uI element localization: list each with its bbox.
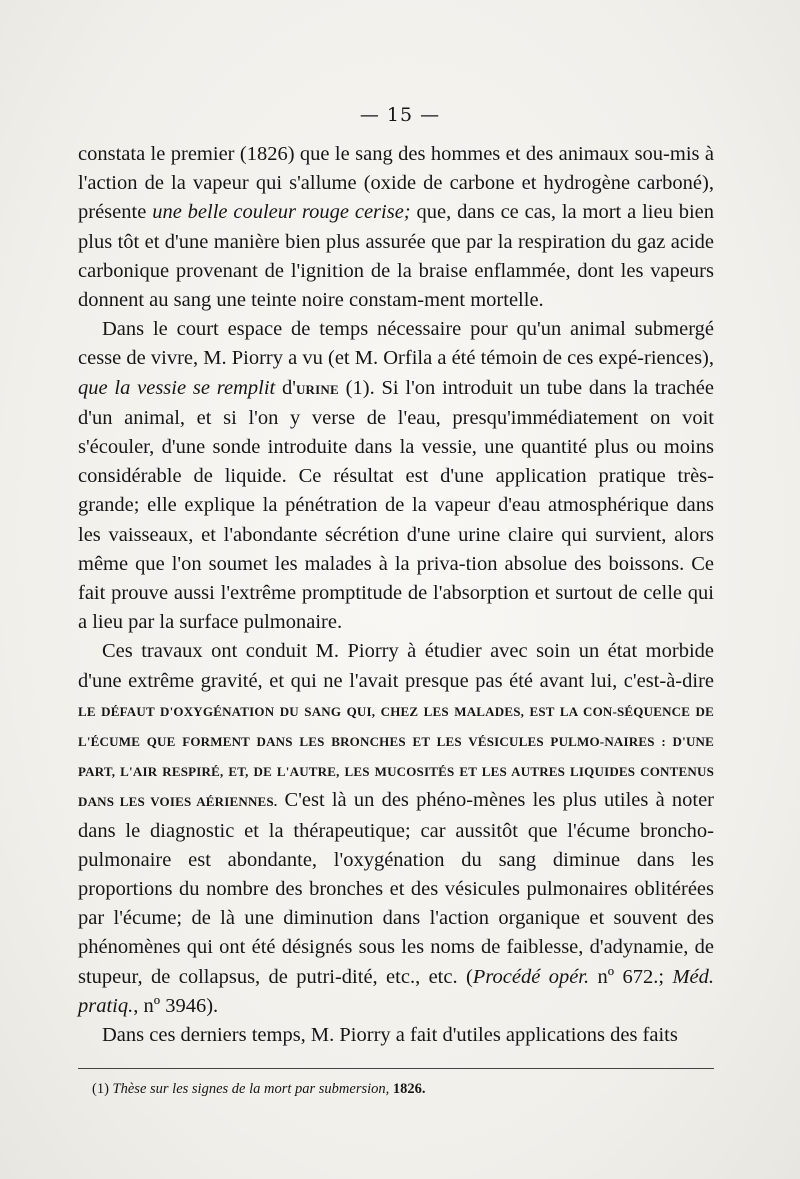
text-run: constata le premier (1826) que le sang des hommes et des animaux sou-mis à l'action de la vapeur qui s'allume (oxide de carbone et hydrogène carboné), présente xyxy=(78,143,714,224)
text-run: Procédé opér. xyxy=(472,965,590,988)
page-number: — 15 — xyxy=(359,104,441,126)
footnote-text: Thèse sur les signes de la mort par submersion, xyxy=(112,1081,390,1097)
paragraph-4 xyxy=(78,1021,714,1050)
paragraph-1 xyxy=(78,140,714,315)
text-run: une belle couleur rouge cerise; xyxy=(152,201,411,224)
text-run: nº 672.; xyxy=(589,965,673,988)
text-run: URINE xyxy=(295,381,339,397)
text-run: Ces travaux ont conduit M. Piorry à étudier avec soin un état morbide d'une extrême gravité, et qui ne l'avait presque pas été avant lui, c'est-à-dire xyxy=(78,640,714,692)
body-text xyxy=(78,140,714,1050)
text-run: que la vessie se remplit xyxy=(78,376,276,399)
text-run: Dans le court espace de temps nécessaire pour qu'un animal submergé cesse de vivre, M. Piorry a vu (et M. Orfila a été témoin de ces expé-riences), xyxy=(78,318,714,370)
footnote-marker: (1) xyxy=(92,1081,109,1097)
text-run: C'est là un des phéno-mènes les plus utiles à noter dans le diagnostic et la thérapeutique; car aussitôt que l'écume broncho-pulmonaire est abondante, l'oxygénation du sang diminue dans les proportions du nombre des bronches et des vésicules pulmonaires oblitérées par l'écume; de là une diminution dans l'action organique et souvent des phénomènes qui ont été désignés sous les noms de faiblesse, d'adynamie, de stupeur, de collapsus, de putri-dité, etc., etc. ( xyxy=(78,789,714,988)
footnote-year: 1826. xyxy=(392,1081,426,1097)
paragraph-3 xyxy=(78,637,714,1021)
text-run: d' xyxy=(275,376,296,399)
text-run: Dans ces derniers temps, M. Piorry a fait d'utiles applications des faits xyxy=(102,1024,678,1047)
text-run: Méd. pratiq. xyxy=(78,965,715,1017)
text-run: , nº 3946). xyxy=(133,994,219,1017)
footnote-rule xyxy=(78,1068,714,1069)
paragraph-2 xyxy=(78,315,714,637)
footnote xyxy=(92,1080,712,1098)
text-run: (1). Si l'on introduit un tube dans la trachée d'un animal, et si l'on y verse de l'eau, presqu'immédiatement on voit s'écouler, d'une sonde introduite dans la vessie, une quantité plus ou moins considérable de liquide. Ce résultat est d'une application pratique très-grande; elle explique la pénétration de la vapeur d'eau atmosphérique dans les vaisseaux, et l'abondante sécrétion d'une urine claire qui survient, alors même que l'on soumet les malades à la priva-tion absolue des boissons. Ce fait prouve aussi l'extrême promptitude de l'absorption et surtout de celle qui a lieu par la surface pulmonaire. xyxy=(78,376,714,634)
text-run: LE DÉFAUT D'OXYGÉNATION DU SANG QUI, CHEZ LES MALADES, EST LA CON-SÉQUENCE DE L'ÉCUME QUE FORMENT DANS LES BRONCHES ET LES VÉSICULES PULMO-NAIRES : D'UNE PART, L'AIR RESPIRÉ, ET, DE L'AUTRE, LES MUCOSITÉS ET LES AUTRES LIQUIDES CONTENUS DANS LES VOIES AÉRIENNES. xyxy=(78,703,714,810)
text-run: que, dans ce cas, la mort a lieu bien plus tôt et d'une manière bien plus assurée que par la respiration du gaz acide carbonique provenant de l'ignition de la braise enflammée, dont les vapeurs donnent au sang une teinte noire constam-ment mortelle. xyxy=(78,201,715,312)
